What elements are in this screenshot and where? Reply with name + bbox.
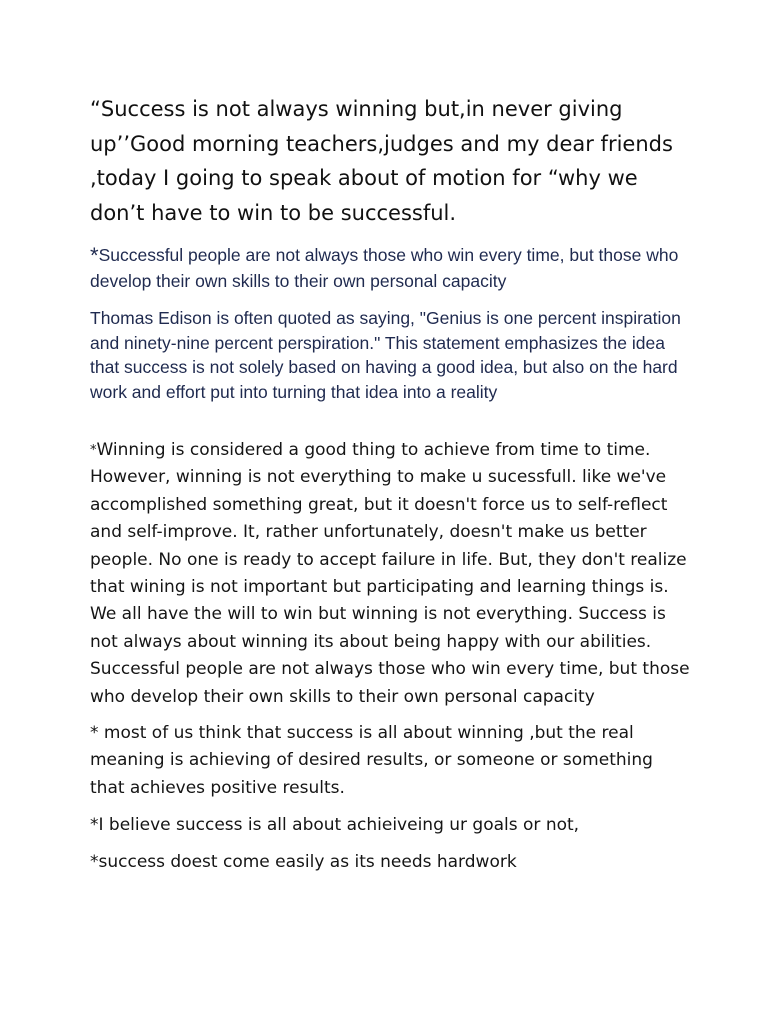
hardwork-paragraph: *success doest come easily as its needs hardwork <box>90 852 517 872</box>
bullet-star: * <box>90 443 97 458</box>
meaning-paragraph: * most of us think that success is all about winning ,but the real meaning is achieving of desired results, or someone or something that achieves positive results. <box>90 723 653 798</box>
edison-quote-paragraph: Thomas Edison is often quoted as saying, "Genius is one percent inspiration and ninety-nine percent perspiration." This statement emphasizes the idea that success is not solely based on having a good idea, but also on the hard work and effort put into turning that idea into a reality <box>90 308 681 402</box>
belief-paragraph: *I believe success is all about achieiveing ur goals or not, <box>90 815 580 835</box>
bullet-star: * <box>90 243 99 268</box>
edison-lead-paragraph <box>90 243 690 293</box>
paragraph-text: Successful people are not always those who win every time, but those who develop their own skills to their own personal capacity <box>90 245 679 291</box>
winning-paragraph <box>90 437 690 711</box>
intro-paragraph: “Success is not always winning but,in never giving up’’Good morning teachers,judges and my dear friends ,today I going to speak about of motion for “why we don’t have to win to be successful. <box>90 97 673 225</box>
paragraph-text: Winning is considered a good thing to achieve from time to time. However, winning is not everything to make u sucessfull. like we've accomplished something great, but it doesn't force us to self-reflect and self-improve. It, rather unfortunately, doesn't make us better people. No one is ready to accept failure in life. But, they don't realize that wining is not important but participating and learning things is. We all have the will to win but winning is not everything. Success is not always about winning its about being happy with our abilities. Successful people are not always those who win every time, but those who develop their own skills to their own personal capacity <box>90 440 690 707</box>
